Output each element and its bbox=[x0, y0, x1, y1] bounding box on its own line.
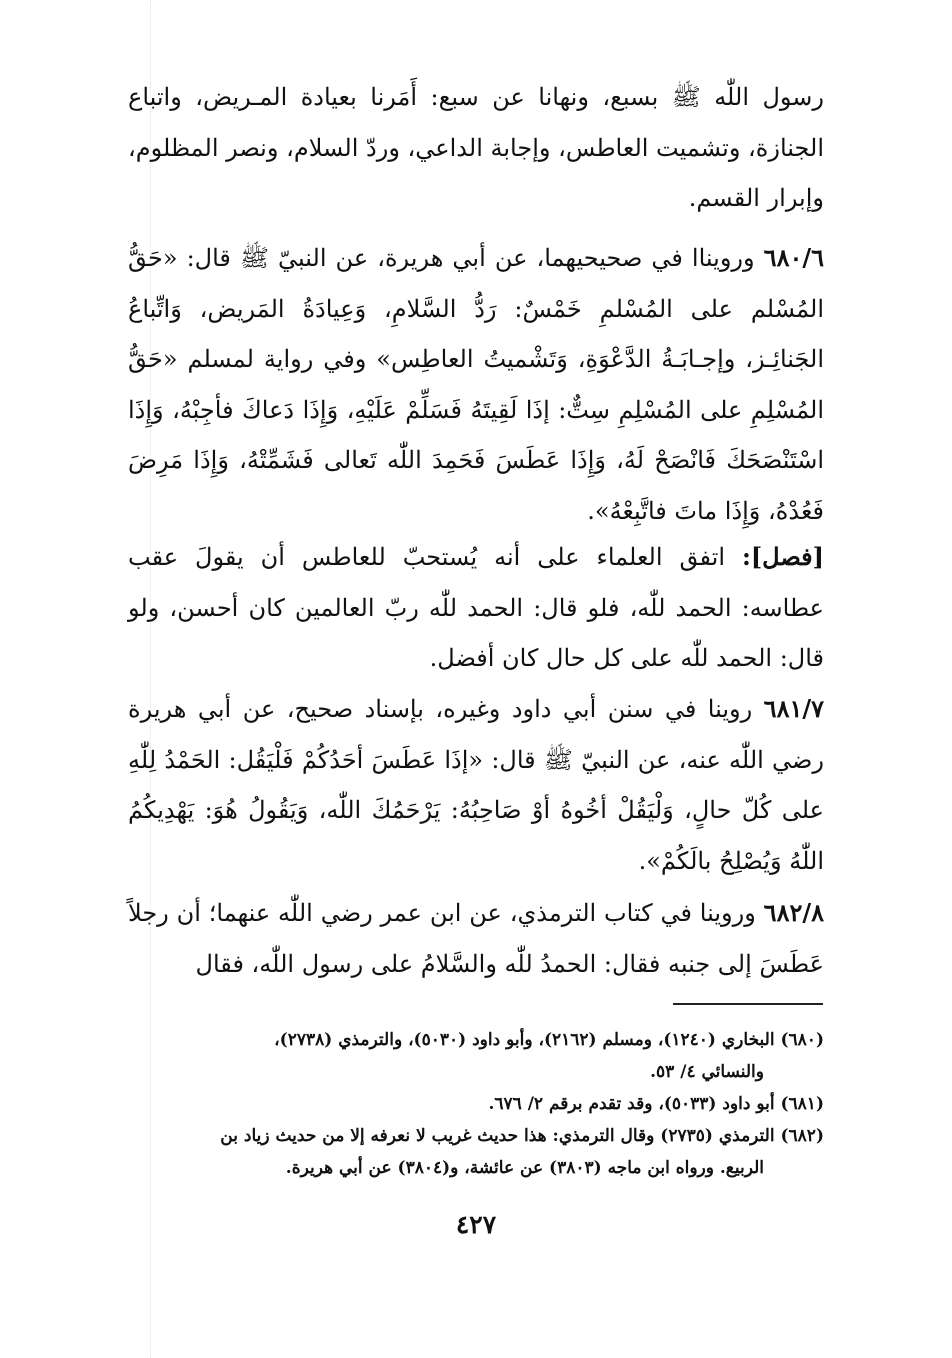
footnote-682: (٦٨٢) الترمذي (٢٧٣٥) وقال الترمذي: هذا حديث غريب لا نعرفه إلا من حديث زياد بن bbox=[220, 1126, 824, 1146]
footnote-682-continuation: الربيع. ورواه ابن ماجه (٣٨٠٣) عن عائشة، و(٣٨٠٤) عن أبي هريرة. bbox=[285, 1158, 764, 1178]
section-heading: [فصل]: bbox=[741, 542, 824, 571]
hadith-number: ٦٨٠/٦ bbox=[763, 243, 824, 272]
footnote-681: (٦٨١) أبو داود (٥٠٣٣)، وقد تقدم برقم ٢/ ٦٧٦. bbox=[488, 1094, 824, 1114]
footnote-680: (٦٨٠) البخاري (١٢٤٠)، ومسلم (٢١٦٢)، وأبو داود (٥٠٣٠)، والترمذي (٢٧٣٨)، bbox=[274, 1030, 824, 1050]
hadith-680 bbox=[128, 233, 824, 536]
footnote-separator bbox=[673, 1003, 823, 1005]
page-number: ٤٢٧ bbox=[455, 1210, 497, 1239]
hadith-681 bbox=[128, 684, 824, 886]
hadith-682 bbox=[128, 888, 824, 989]
section-fasl bbox=[128, 532, 824, 684]
footnote-680-continuation: والنسائي ٤/ ٥٣. bbox=[650, 1062, 764, 1082]
paragraph-continuation bbox=[128, 72, 824, 224]
hadith-text: ورويناا في صحيحيهما، عن أبي هريرة، عن النبيّ ﷺ قال: «حَقُّ المُسْلم على المُسْلمِ خَمْسٌ: رَدُّ السَّلامِ، وَعِيادَةُ المَريض، وَاتِّباعُ الجَنائِـز، وإجـابَـةُ الدَّعْوَةِ، وَتَشْميتُ العاطِس» وفي رواية لمسلم «حَقُّ المُسْلِمِ على المُسْلِمِ سِتٌّ: إذَا لَقِيتَهُ فَسَلِّمْ عَلَيْهِ، وَإِذَا دَعاكَ فأجِبْهُ، وَإِذَا اسْتَنْصَحَكَ فَانْصَحْ لَهُ، وَإِذَا عَطَسَ فَحَمِدَ اللّٰه تَعالى فَشَمِّتْهُ، وَإِذَا مَرِضَ فَعُدْهُ، وَإِذَا ماتَ فاتَّبِعْهُ». bbox=[128, 244, 824, 525]
paragraph-text: رسول اللّٰه ﷺ بسبع، ونهانا عن سبع: أَمَرنا بعيادة المـريض، واتباع الجنازة، وتشميت العاطس، وإجابة الداعي، وردّ السلام، ونصر المظلوم، وإبرار القسم. bbox=[128, 83, 824, 212]
footnotes bbox=[128, 1024, 824, 1184]
hadith-number: ٦٨٢/٨ bbox=[763, 898, 824, 927]
hadith-number: ٦٨١/٧ bbox=[763, 694, 824, 723]
hadith-text: روينا في سنن أبي داود وغيره، بإسناد صحيح، عن أبي هريرة رضي اللّٰه عنه، عن النبيّ ﷺ قال: «إذَا عَطَسَ أحَدُكُمْ فَلْيَقُل: الحَمْدُ لِلّٰهِ على كُلّ حالٍ، وَلْيَقُلْ أخُوهُ أوْ صَاحِبُهُ: يَرْحَمُكَ اللّٰه، وَيَقُولُ هُوَ: يَهْدِيكُمُ اللّٰهُ وَيُصْلِحُ بالَكُمْ». bbox=[128, 695, 824, 875]
hadith-text: وروينا في كتاب الترمذي، عن ابن عمر رضي اللّٰه عنهما؛ أن رجلاً عَطَسَ إلى جنبه فقال: الحمدُ للّٰه والسَّلامُ على رسول اللّٰه، فقال bbox=[128, 899, 824, 978]
section-text: اتفق العلماء على أنه يُستحبّ للعاطس أن يقولَ عقب عطاسه: الحمد للّٰه، فلو قال: الحمد للّٰه ربّ العالمين كان أحسن، ولو قال: الحمد للّٰه على كل حال كان أفضل. bbox=[128, 543, 824, 672]
